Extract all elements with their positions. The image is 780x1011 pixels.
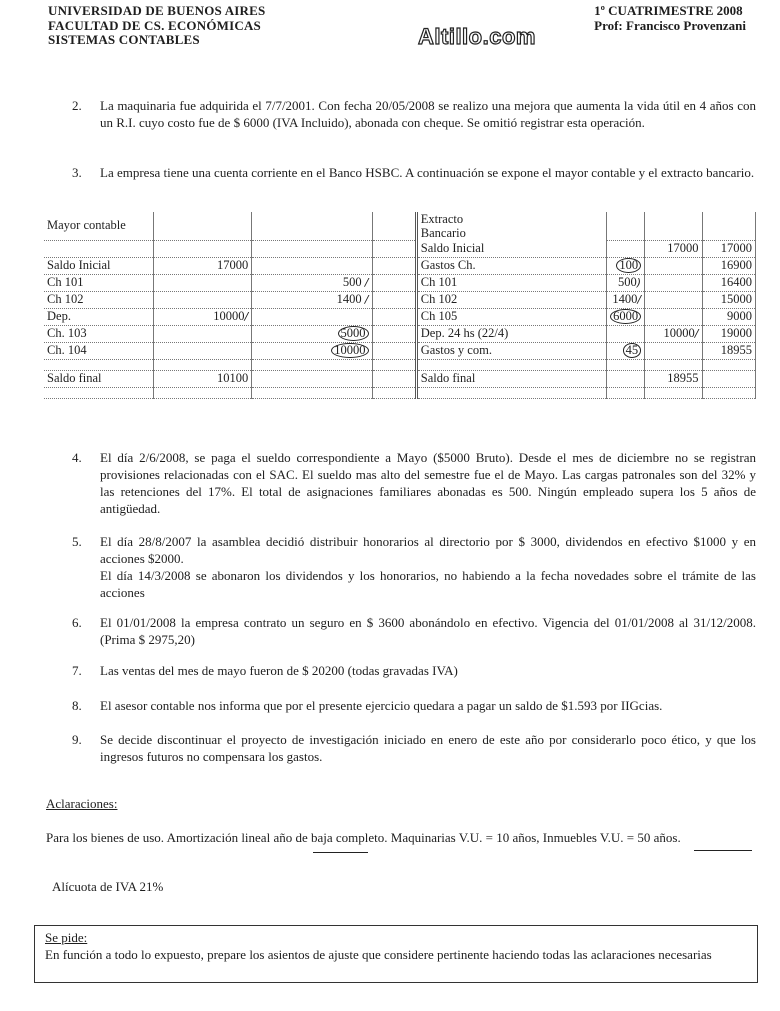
check-mark-icon: / <box>244 310 249 323</box>
iva-rate-text: Alícuota de IVA 21% <box>52 879 164 894</box>
check-mark-icon: / <box>637 293 642 306</box>
exercise-item-6 <box>72 614 756 648</box>
table-row: Saldo Inicial 17000 Gastos Ch. 100 16900 <box>44 257 756 274</box>
extracto-saldo-final: 18955 <box>645 370 702 387</box>
item-number: 3. <box>72 165 82 180</box>
ledger-comparison-table <box>44 212 756 399</box>
item-number: 9. <box>72 732 82 747</box>
item-text: Las ventas del mes de mayo fueron de $ 20200 (todas gravadas IVA) <box>100 663 458 678</box>
se-pide-box <box>34 925 758 983</box>
circled-amount: 100 <box>616 258 641 273</box>
term-label: 1º CUATRIMESTRE 2008 <box>594 3 743 18</box>
aclaraciones-text: Para los bienes de uso. Amortización lineal año de baja completo. Maquinarias V.U. = 10 años, Inmuebles V.U. = 50 años. <box>46 830 681 845</box>
extracto-title: Extracto Bancario <box>416 212 606 240</box>
item-number: 8. <box>72 698 82 713</box>
table-row: Ch 102 1400 / Ch 102 1400/ 15000 <box>44 291 756 308</box>
check-mark-icon: / <box>694 327 699 340</box>
exercise-item-4 <box>72 449 756 517</box>
exercise-item-8 <box>72 697 756 714</box>
circled-amount: 5000 <box>338 326 369 341</box>
item-text: La maquinaria fue adquirida el 7/7/2001. Con fecha 20/05/2008 se realizo una mejora que aumenta la vida útil en 4 años con un R.I. cuyo costo fue de $ 6000 (IVA Incluido), abonada con cheque. Se omitió registrar esta operación. <box>100 98 756 130</box>
course-name: SISTEMAS CONTABLES <box>48 32 200 47</box>
saldo-final-label: Saldo final <box>416 370 606 387</box>
item-text: El asesor contable nos informa que por el presente ejercicio quedara a pagar un saldo de $1.593 por IIGcias. <box>100 698 663 713</box>
item-number: 7. <box>72 663 82 678</box>
professor-label: Prof: Francisco Provenzani <box>594 17 746 33</box>
item-text: Se decide discontinuar el proyecto de investigación iniciado en enero de este año por considerarlo poco ético, y que los ingresos futuros no compensara los gastos. <box>100 732 756 764</box>
table-row: Ch. 104 10000 Gastos y com. 45 18955 <box>44 342 756 359</box>
handwritten-underline <box>313 852 368 853</box>
item-text-continued: El día 14/3/2008 se abonaron los dividendos y los honorarios, no habiendo a la fecha novedades sobre el trámite de las acciones <box>100 568 756 600</box>
check-mark-icon: / <box>364 293 369 306</box>
mayor-title: Mayor contable <box>44 212 154 240</box>
item-number: 4. <box>72 450 82 465</box>
table-row: Dep. 10000/ Ch 105 6000 9000 <box>44 308 756 325</box>
table-row: Ch 101 500 / Ch 101 500) 16400 <box>44 274 756 291</box>
item-text: El día 28/8/2007 la asamblea decidió distribuir honorarios al directorio por $ 3000, dividendos en efectivo $1000 y en acciones $2000. <box>100 534 756 566</box>
circled-amount: 6000 <box>610 309 641 324</box>
se-pide-text: En función a todo lo expuesto, prepare los asientos de ajuste que considere pertinente haciendo todas las aclaraciones necesarias <box>45 947 712 962</box>
item-text: El 01/01/2008 la empresa contrato un seguro en $ 3600 abonándolo en efectivo. Vigencia del 01/01/2008 al 31/12/2008. (Prima $ 2975,20) <box>100 615 756 647</box>
aclaraciones-title: Aclaraciones: <box>46 796 118 811</box>
table-row <box>44 359 756 370</box>
university-name: UNIVERSIDAD DE BUENOS AIRES <box>48 3 266 18</box>
item-text: El día 2/6/2008, se paga el sueldo correspondiente a Mayo ($5000 Bruto). Desde el mes de diciembre no se registran provisiones relacionadas con el SAC. El sueldo mas alto del semestre fue el de Mayo. Las cargas patronales son del 32% y las retenciones del 17%. El total de asignaciones familiares abonadas es 500. Ningún empleado supera los 5 años de antigüedad. <box>100 450 756 516</box>
item-text: La empresa tiene una cuenta corriente en el Banco HSBC. A continuación se expone el mayor contable y el extracto bancario. <box>100 165 755 180</box>
exercise-item-7 <box>72 662 756 679</box>
circled-amount: 45 <box>623 343 642 358</box>
handwritten-underline <box>694 850 752 851</box>
item-number: 6. <box>72 615 82 630</box>
term-header <box>594 4 746 33</box>
check-mark-icon: ) <box>636 276 642 289</box>
circled-amount: 10000 <box>331 343 368 358</box>
mayor-saldo-final: 10100 <box>154 370 252 387</box>
exercise-item-3 <box>72 164 756 181</box>
item-number: 5. <box>72 534 82 549</box>
saldo-final-label: Saldo final <box>44 370 154 387</box>
exercise-item-2 <box>72 97 756 131</box>
table-row: Ch. 103 5000 Dep. 24 hs (22/4) 10000/ 19000 <box>44 325 756 342</box>
faculty-name: FACULTAD DE CS. ECONÓMICAS <box>48 17 261 33</box>
exercise-item-5 <box>72 533 756 601</box>
table-row <box>44 212 756 240</box>
table-row: Saldo Inicial 17000 17000 <box>44 240 756 257</box>
exercise-item-9 <box>72 731 756 765</box>
check-mark-icon: / <box>364 276 369 289</box>
item-number: 2. <box>72 98 82 113</box>
table-row <box>44 387 756 398</box>
se-pide-title: Se pide: <box>45 930 88 945</box>
site-logo: Altillo.com <box>418 24 536 49</box>
institution-header <box>48 4 265 48</box>
saldo-final-row <box>44 370 756 387</box>
